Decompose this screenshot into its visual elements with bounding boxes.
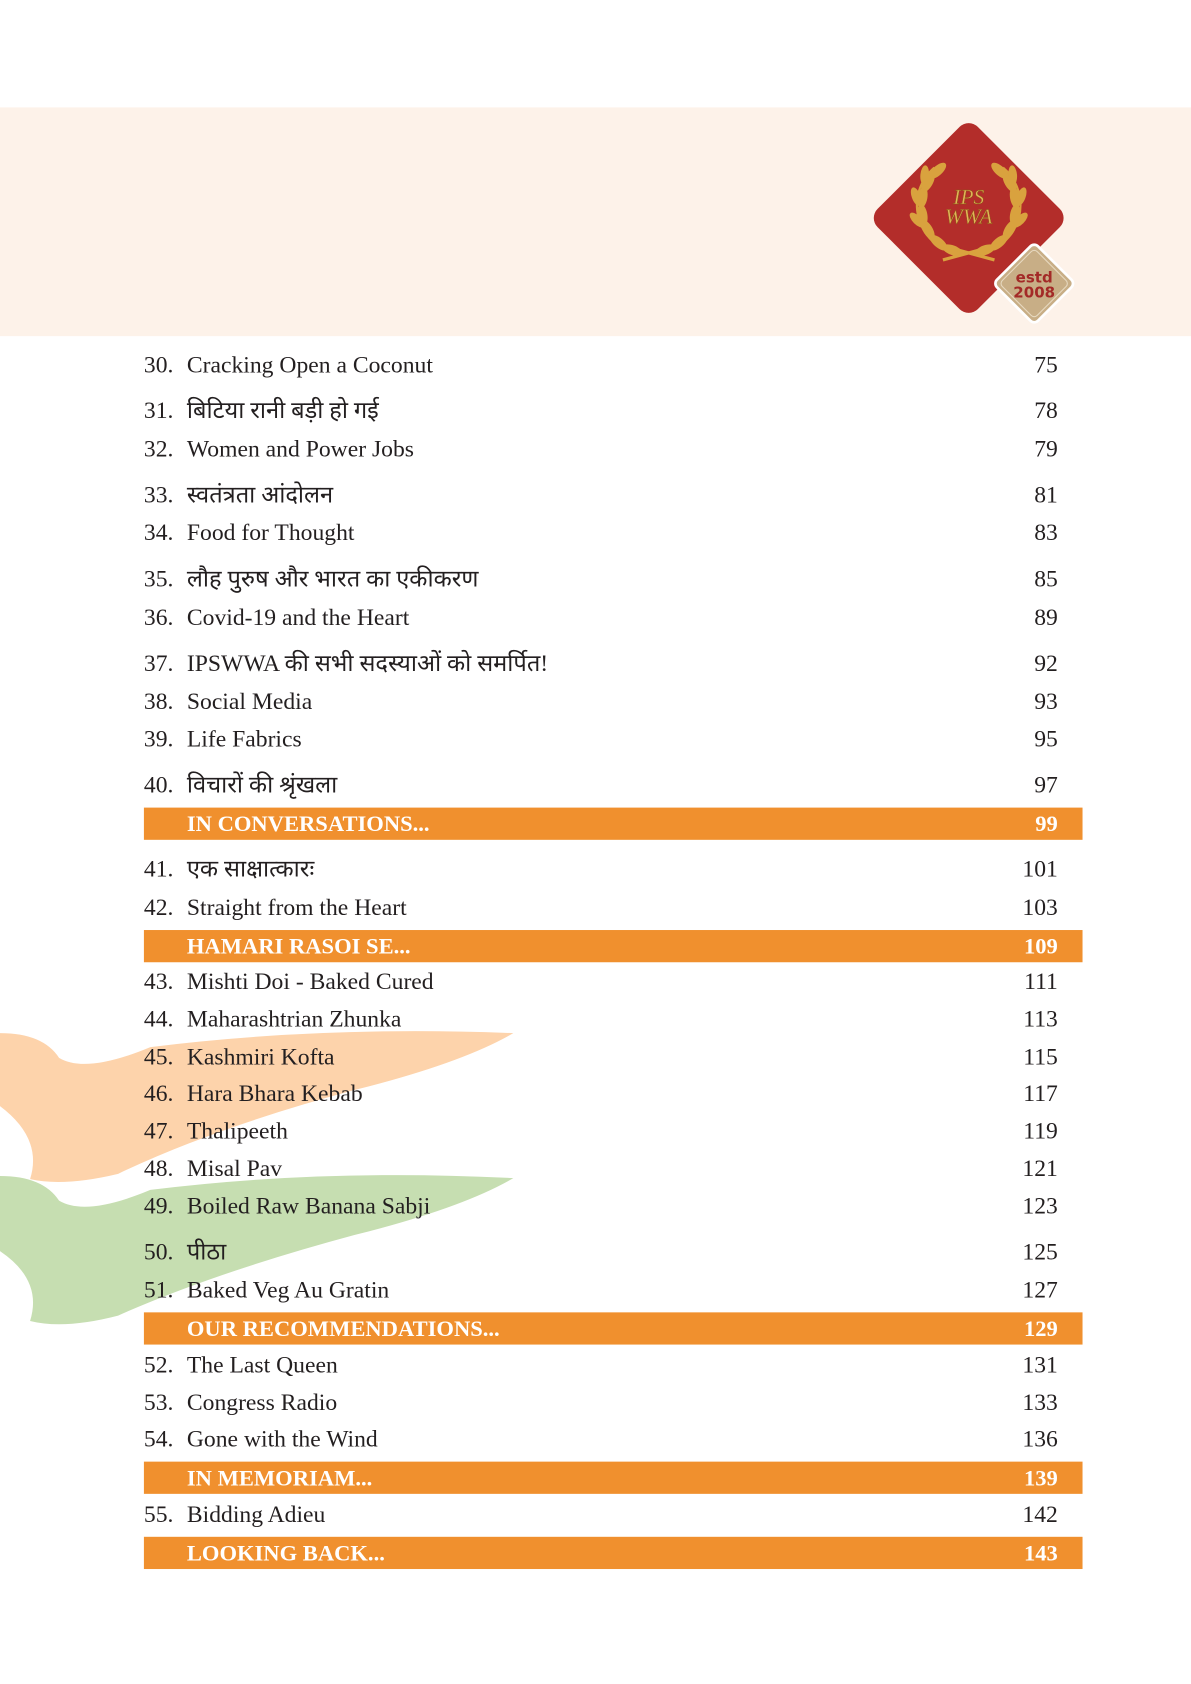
entry-number: 55. <box>143 1500 174 1528</box>
entry-title: पीठा <box>186 1238 227 1266</box>
toc-entry <box>144 1422 1058 1456</box>
entry-page: 119 <box>1023 1116 1058 1144</box>
entry-title: स्वतंत्रता आंदोलन <box>186 481 334 508</box>
entry-title: लौह पुरुष और भारत का एकीकरण <box>186 564 479 592</box>
entry-page: 81 <box>1034 481 1058 508</box>
entry-title: Cracking Open a Coconut <box>186 351 433 379</box>
entry-page: 103 <box>1022 893 1058 921</box>
entry-page: 75 <box>1034 351 1058 379</box>
toc-entry <box>144 1076 1058 1110</box>
entry-number: 46. <box>143 1079 174 1107</box>
entry-title: Gone with the Wind <box>186 1425 378 1452</box>
entry-number: 51. <box>143 1275 174 1303</box>
entry-title: Straight from the Heart <box>186 893 407 921</box>
entry-title: Kashmiri Kofta <box>186 1042 335 1070</box>
toc-entry <box>144 1385 1058 1419</box>
entry-page: 127 <box>1022 1275 1058 1303</box>
entry-title: Bidding Adieu <box>186 1500 326 1528</box>
section-heading-bar <box>144 930 1083 962</box>
entry-number: 31. <box>143 396 174 424</box>
toc-entry <box>144 1235 1058 1269</box>
entry-number: 35. <box>143 564 174 592</box>
section-heading: IN CONVERSATIONS... <box>186 810 430 837</box>
section-heading: IN MEMORIAM... <box>186 1464 373 1491</box>
entry-number: 36. <box>143 603 174 631</box>
toc-entry <box>144 964 1058 998</box>
entry-title: Maharashtrian Zhunka <box>186 1005 402 1033</box>
entry-title: एक साक्षात्कारः <box>186 854 315 882</box>
entry-title: Congress Radio <box>186 1388 338 1416</box>
entry-page: 85 <box>1034 564 1058 592</box>
entry-page: 113 <box>1023 1005 1058 1033</box>
entry-page: 78 <box>1034 396 1058 424</box>
toc-entry <box>144 1189 1058 1223</box>
toc-entry <box>144 647 1058 681</box>
entry-page: 95 <box>1034 724 1058 752</box>
entry-title: Boiled Raw Banana Sabji <box>186 1192 431 1219</box>
entry-title: Baked Veg Au Gratin <box>186 1275 390 1303</box>
entry-title: Women and Power Jobs <box>186 434 414 462</box>
entry-page: 92 <box>1034 649 1058 677</box>
entry-title: Hara Bhara Kebab <box>186 1079 363 1107</box>
entry-number: 50. <box>143 1238 174 1266</box>
entry-page: 101 <box>1022 854 1058 882</box>
entry-page: 142 <box>1022 1500 1058 1528</box>
entry-page: 83 <box>1034 518 1058 546</box>
entry-page: 121 <box>1022 1154 1058 1182</box>
section-heading-bar <box>144 1312 1083 1344</box>
section-heading: HAMARI RASOI SE... <box>186 933 411 960</box>
entry-page: 79 <box>1034 434 1058 462</box>
toc-entry <box>144 348 1058 382</box>
entry-title: Misal Pav <box>186 1154 283 1182</box>
entry-page: 136 <box>1022 1425 1058 1452</box>
logo <box>868 118 1075 325</box>
entry-page: 111 <box>1024 967 1058 995</box>
toc-entry <box>144 890 1058 924</box>
entry-page: 115 <box>1023 1042 1058 1070</box>
logo-monogram-bottom: WWA <box>944 204 993 229</box>
entry-number: 32. <box>143 434 174 462</box>
toc-entry <box>144 1497 1058 1531</box>
toc-entry <box>144 1114 1058 1148</box>
entry-number: 41. <box>143 854 174 882</box>
entry-number: 45. <box>143 1042 174 1070</box>
entry-title: Covid-19 and the Heart <box>186 603 410 631</box>
entry-page: 131 <box>1022 1351 1058 1378</box>
toc-entry <box>144 562 1058 596</box>
entry-number: 34. <box>143 518 174 546</box>
toc-entry <box>144 600 1058 634</box>
toc-entry <box>144 684 1058 718</box>
section-heading-bar <box>144 1462 1083 1494</box>
entry-number: 47. <box>143 1116 174 1144</box>
entry-number: 48. <box>143 1154 174 1182</box>
toc-entry <box>144 478 1058 512</box>
entry-number: 37. <box>143 649 174 677</box>
entry-number: 30. <box>143 351 174 379</box>
section-page: 129 <box>1024 1315 1058 1342</box>
toc-entry <box>144 432 1058 466</box>
entry-number: 42. <box>143 893 174 921</box>
entry-title: Life Fabrics <box>186 724 302 752</box>
section-heading: LOOKING BACK... <box>186 1540 385 1566</box>
entry-page: 125 <box>1022 1238 1058 1266</box>
section-heading-bar <box>144 1537 1083 1569</box>
entry-number: 49. <box>143 1192 174 1219</box>
entry-title: Mishti Doi - Baked Cured <box>186 967 434 995</box>
entry-page: 117 <box>1023 1079 1058 1107</box>
section-page: 109 <box>1024 933 1058 960</box>
toc-entry <box>144 515 1058 549</box>
logo-monogram-top: IPS <box>953 185 985 210</box>
toc-entry <box>144 1040 1058 1074</box>
entry-number: 54. <box>143 1425 174 1452</box>
estd-label: estd <box>1015 268 1053 287</box>
entry-title: Thalipeeth <box>186 1116 288 1144</box>
toc-entry <box>144 1002 1058 1036</box>
entry-number: 44. <box>143 1005 174 1033</box>
entry-title: The Last Queen <box>186 1351 338 1378</box>
entry-page: 97 <box>1034 771 1058 798</box>
entry-title: Social Media <box>186 687 313 715</box>
toc-entry <box>144 768 1058 802</box>
entry-page: 89 <box>1034 603 1058 631</box>
entry-page: 93 <box>1034 687 1058 715</box>
entry-page: 123 <box>1022 1192 1058 1219</box>
estd-year: 2008 <box>1013 283 1056 302</box>
entry-number: 39. <box>143 724 174 752</box>
toc-entry <box>144 852 1058 886</box>
entry-title: विचारों की श्रृंखला <box>186 771 338 798</box>
entry-number: 43. <box>143 967 174 995</box>
entry-number: 52. <box>143 1351 174 1378</box>
toc-entry <box>144 393 1058 427</box>
toc-entry <box>144 722 1058 756</box>
toc-entry <box>144 1348 1058 1382</box>
section-page: 139 <box>1024 1464 1058 1491</box>
toc-entry <box>144 1151 1058 1185</box>
entry-page: 133 <box>1022 1388 1058 1416</box>
section-page: 99 <box>1035 810 1058 837</box>
toc-entry <box>144 1273 1058 1307</box>
entry-title: IPSWWA की सभी सदस्याओं को समर्पित! <box>186 649 549 677</box>
entry-number: 40. <box>143 771 174 798</box>
entry-title: Food for Thought <box>186 518 355 546</box>
entry-number: 33. <box>143 481 174 508</box>
entry-number: 53. <box>143 1388 174 1416</box>
entry-title: बिटिया रानी बड़ी हो गई <box>186 396 379 424</box>
section-heading: OUR RECOMMENDATIONS... <box>186 1315 500 1342</box>
section-heading-bar <box>144 808 1083 840</box>
section-page: 143 <box>1024 1540 1058 1566</box>
entry-number: 38. <box>143 687 174 715</box>
